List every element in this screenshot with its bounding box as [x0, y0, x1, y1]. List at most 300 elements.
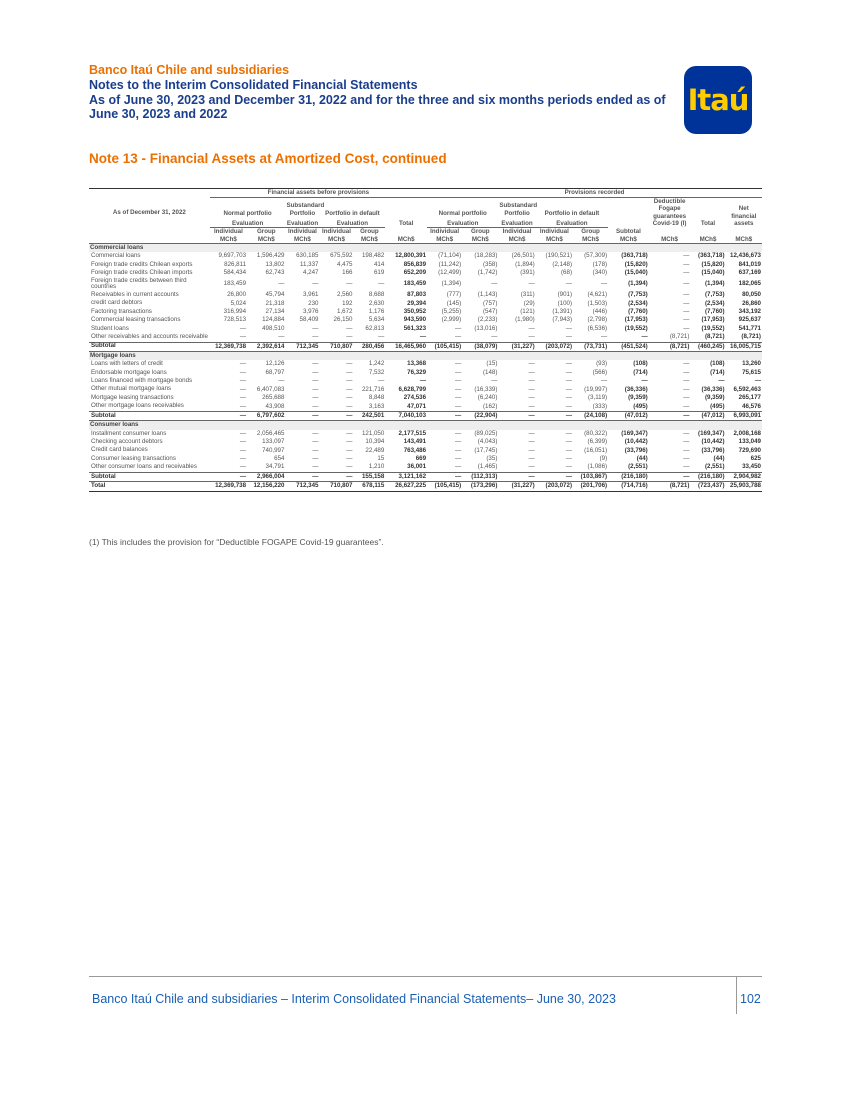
hdr-ind: Individual [322, 228, 351, 235]
cell-value: (36,336) [701, 385, 725, 393]
cell-value: (11,242) [438, 260, 462, 268]
cell-value: (363,718) [698, 252, 725, 260]
cell-value: — [536, 472, 573, 481]
cell-value: 1,672 [337, 308, 353, 316]
row-label: Subtotal [89, 411, 210, 420]
table-row [89, 291, 762, 299]
table-row [89, 261, 762, 269]
hdr-default-before: Portfolio in default [325, 209, 380, 217]
cell-value: (1,394) [628, 280, 648, 288]
cell-value: (10,442) [624, 438, 648, 446]
cell-value: 75,615 [742, 368, 761, 376]
cell-value: 710,807 [319, 342, 353, 351]
cell-value: — [683, 299, 690, 307]
cell-value: — [649, 472, 691, 481]
cell-value: 182,065 [738, 280, 761, 288]
cell-value: — [565, 402, 573, 410]
cell-value: — [683, 252, 690, 260]
row-label: Other mutual mortgage loans [91, 385, 172, 393]
cell-value: 166 [342, 269, 353, 277]
cell-value: — [312, 333, 319, 341]
row-label: Factoring transactions [91, 307, 152, 315]
cell-value: (6,240) [477, 394, 498, 402]
cell-value: — [346, 280, 353, 288]
cell-value: 133,049 [738, 438, 761, 446]
cell-value: — [565, 438, 573, 446]
cell-value: — [683, 280, 690, 288]
cell-value: (9) [599, 454, 608, 462]
hdr-deductible: Deductible Fogape guarantees Covid-19 (I) [652, 197, 687, 227]
hdr-net: Net financial assets [731, 205, 757, 227]
cell-value: — [528, 438, 535, 446]
cell-value: — [312, 394, 319, 402]
cell-value: — [528, 333, 535, 341]
cell-value: — [319, 472, 353, 481]
cell-value: 8,848 [368, 394, 385, 402]
header-line-1: Notes to the Interim Consolidated Financial Statements [89, 78, 418, 92]
cell-value: — [319, 411, 353, 420]
cell-value: — [683, 360, 690, 368]
cell-value: (112,313) [462, 472, 498, 481]
cell-value: — [454, 368, 462, 376]
cell-value: — [239, 402, 247, 410]
cell-value: (108) [633, 360, 648, 368]
section-title: Mortgage loans [89, 352, 762, 361]
cell-value: — [346, 454, 353, 462]
row-label: Mortgage leasing transactions [91, 393, 174, 401]
cell-value: 76,329 [407, 368, 427, 376]
cell-value: — [491, 280, 498, 288]
cell-value: (1,465) [477, 463, 498, 471]
cell-value: 826,811 [224, 260, 247, 268]
cell-value: (340) [592, 269, 608, 277]
cell-value: 343,192 [738, 308, 761, 316]
cell-value: (216,180) [608, 472, 649, 481]
table-row [89, 447, 762, 455]
table-row [89, 369, 762, 377]
cell-value: 13,368 [407, 360, 427, 368]
cell-value: — [312, 324, 319, 332]
cell-value: — [312, 446, 319, 454]
cell-value: — [683, 316, 690, 324]
cell-value: — [565, 280, 573, 288]
cell-value: (9,359) [704, 394, 725, 402]
cell-value: 12,156,220 [247, 482, 285, 491]
cell-value: — [346, 385, 353, 393]
cell-value: (47,012) [608, 411, 649, 420]
cell-value: (2,534) [704, 299, 725, 307]
cell-value: 22,489 [365, 446, 385, 454]
cell-value: 712,345 [285, 482, 319, 491]
cell-value: — [565, 368, 573, 376]
cell-value: 2,008,168 [733, 429, 761, 437]
cell-value: — [683, 402, 690, 410]
cell-value: — [528, 377, 535, 385]
cell-value: (15,040) [624, 269, 648, 277]
row-label: Other mortgage loans receivables [91, 402, 184, 410]
cell-value: — [683, 291, 690, 299]
cell-value: 11,337 [300, 260, 319, 268]
cell-value: (3,119) [587, 394, 608, 402]
cell-value: — [454, 324, 462, 332]
cell-value: 1,596,429 [256, 252, 285, 260]
cell-value: (8,721) [649, 342, 691, 351]
table-row [89, 308, 762, 316]
unit-header: MCh$ [661, 235, 678, 243]
cell-value: 198,482 [361, 252, 385, 260]
cell-value: (8,721) [649, 482, 691, 491]
cell-value: — [312, 360, 319, 368]
cell-value: (148) [482, 368, 498, 376]
cell-value: (6,536) [587, 324, 608, 332]
cell-value: 121,050 [361, 429, 385, 437]
cell-value: 3,976 [302, 308, 319, 316]
cell-value: 274,536 [403, 394, 427, 402]
cell-value: — [346, 394, 353, 402]
cell-value: 80,050 [742, 291, 761, 299]
cell-value: (714) [633, 368, 648, 376]
unit-header: MCh$ [582, 235, 599, 243]
unit-header: MCh$ [508, 235, 526, 243]
footnote: (1) This includes the provision for “Deductible FOGAPE Covid-19 guarantees”. [89, 537, 384, 547]
cell-value: 46,576 [742, 402, 761, 410]
cell-value: (35) [486, 454, 498, 462]
row-label: Subtotal [89, 472, 210, 481]
cell-value: 8,688 [368, 291, 385, 299]
cell-value: 654 [274, 454, 285, 462]
cell-value: — [312, 429, 319, 437]
hdr-grp: Group [256, 228, 276, 235]
cell-value: (460,245) [690, 342, 725, 351]
cell-value: 625 [750, 454, 761, 462]
cell-value: — [312, 377, 319, 385]
cell-value: (190,521) [545, 252, 573, 260]
cell-value: — [312, 368, 319, 376]
cell-value: — [346, 368, 353, 376]
cell-value: — [278, 333, 285, 341]
cell-value: 25,903,788 [726, 482, 762, 491]
cell-value: (80,322) [584, 429, 608, 437]
cell-value: 925,637 [738, 316, 761, 324]
cell-value: 2,056,465 [256, 429, 285, 437]
row-label: Endorsable mortgage loans [91, 368, 167, 376]
cell-value: 2,560 [337, 291, 353, 299]
cell-value: — [528, 360, 535, 368]
cell-value: — [683, 385, 690, 393]
cell-value: — [528, 385, 535, 393]
cell-value: — [528, 402, 535, 410]
cell-value: 36,001 [407, 463, 427, 471]
row-label: credit card debtors [91, 299, 143, 307]
cell-value: (100) [557, 299, 573, 307]
cell-value: 3,163 [368, 402, 385, 410]
cell-value: (47,012) [690, 411, 725, 420]
cell-value: (7,760) [704, 308, 725, 316]
cell-value: — [454, 394, 462, 402]
subtotal-row [89, 472, 762, 481]
header-line-3: June 30, 2023 and 2022 [89, 107, 228, 121]
section-header-row [89, 352, 762, 361]
cell-value: (1,980) [515, 316, 535, 324]
cell-value: — [378, 377, 385, 385]
row-label: Installment consumer loans [91, 429, 167, 437]
table-row [89, 300, 762, 308]
table-row [89, 438, 762, 446]
cell-value: 3,961 [302, 291, 319, 299]
table-row [89, 403, 762, 412]
cell-value: — [683, 446, 690, 454]
cell-value: — [346, 360, 353, 368]
row-label: Commercial loans [91, 252, 141, 260]
unit-header: MCh$ [397, 235, 415, 243]
cell-value: — [649, 411, 691, 420]
cell-value: 12,126 [265, 360, 285, 368]
cell-value: — [239, 368, 247, 376]
hdr-ind: Individual [430, 228, 460, 235]
cell-value: — [239, 360, 247, 368]
cell-value: — [536, 411, 573, 420]
cell-value: (777) [446, 291, 462, 299]
row-label: Foreign trade credits between third countries [91, 276, 187, 291]
cell-value: 43,908 [265, 402, 285, 410]
cell-value: 652,209 [403, 269, 427, 277]
cell-value: 561,323 [403, 324, 427, 332]
cell-value: — [419, 377, 427, 385]
cell-value: — [239, 438, 247, 446]
financial-table-wrapper [89, 188, 762, 492]
cell-value: 45,794 [265, 291, 285, 299]
cell-value: 675,592 [330, 252, 353, 260]
cell-value: — [378, 280, 385, 288]
cell-value: (495) [633, 402, 648, 410]
table-row [89, 252, 762, 260]
unit-header: MCh$ [294, 235, 311, 243]
cell-value: 183,459 [403, 280, 427, 288]
cell-value: 133,097 [262, 438, 285, 446]
cell-value: 729,690 [738, 446, 761, 454]
cell-value: — [278, 280, 285, 288]
cell-value: — [565, 360, 573, 368]
cell-value: — [528, 429, 535, 437]
hdr-eval-6: Evaluation [536, 217, 608, 227]
cell-value: (901) [557, 291, 573, 299]
as-of-header: As of December 31, 2022 [112, 208, 186, 216]
cell-value: — [285, 472, 319, 481]
cell-value: (1,394) [441, 280, 462, 288]
cell-value: (2,233) [477, 316, 498, 324]
page-number: 102 [740, 992, 761, 1006]
cell-value: — [641, 377, 648, 385]
subtotal-row [89, 342, 762, 351]
table-row [89, 269, 762, 277]
footer-text: Banco Itaú Chile and subsidiaries – Interim Consolidated Financial Statements– June 30, 2023 [92, 992, 616, 1006]
cell-value: — [346, 333, 353, 341]
cell-value: 265,177 [738, 394, 761, 402]
cell-value: (33,796) [624, 446, 648, 454]
cell-value: 33,450 [742, 463, 761, 471]
cell-value: — [683, 269, 690, 277]
cell-value: (203,072) [536, 342, 573, 351]
cell-value: — [239, 463, 247, 471]
hdr-eval-3: Evaluation [319, 217, 385, 227]
cell-value: — [454, 377, 462, 385]
cell-value: — [491, 377, 498, 385]
cell-value: (26,501) [511, 252, 535, 260]
cell-value: (203,072) [536, 482, 573, 491]
cell-value: (358) [482, 260, 498, 268]
cell-value: 7,040,103 [385, 411, 427, 420]
unit-header: MCh$ [328, 235, 345, 243]
cell-value: 68,797 [265, 368, 285, 376]
cell-value: (162) [482, 402, 498, 410]
table-row [89, 430, 762, 438]
cell-value: — [528, 463, 535, 471]
hdr-subtotal: Subtotal [616, 228, 641, 235]
cell-value: 6,797,602 [247, 411, 285, 420]
row-label: Student loans [91, 324, 129, 332]
cell-value: 242,501 [353, 411, 385, 420]
cell-value: — [683, 438, 690, 446]
cell-value: 230 [308, 299, 319, 307]
footer-divider [89, 976, 762, 977]
cell-value: — [312, 402, 319, 410]
cell-value: (31,227) [498, 482, 535, 491]
hdr-default-prov: Portfolio in default [544, 209, 600, 217]
cell-value: (29) [523, 299, 535, 307]
cell-value: (15,820) [701, 260, 725, 268]
cell-value: — [312, 438, 319, 446]
unit-header: MCh$ [545, 235, 563, 243]
cell-value: 280,456 [353, 342, 385, 351]
table-row [89, 463, 762, 472]
hdr-total-prov: Total [700, 220, 716, 227]
cell-value: — [239, 377, 247, 385]
cell-value: (31,227) [498, 342, 535, 351]
subtotal-row [89, 411, 762, 420]
cell-value: — [528, 394, 535, 402]
row-label: Checking account debtors [91, 437, 163, 445]
cell-value: (19,552) [701, 324, 725, 332]
cell-value: 16,005,715 [726, 342, 762, 351]
cell-value: (2,798) [587, 316, 608, 324]
note-title: Note 13 - Financial Assets at Amortized Cost, continued [89, 151, 447, 166]
cell-value: — [683, 308, 690, 316]
cell-value: 584,434 [223, 269, 247, 277]
cell-value: 221,716 [361, 385, 385, 393]
cell-value: 2,630 [368, 299, 385, 307]
hdr-eval-4: Evaluation [427, 217, 498, 227]
cell-value: 143,491 [403, 438, 427, 446]
cell-value: (17,953) [701, 316, 725, 324]
hdr-grp: Group [360, 228, 379, 235]
cell-value: — [528, 368, 535, 376]
cell-value: — [528, 454, 535, 462]
group-header-before: Financial assets before provisions [210, 189, 427, 198]
cell-value: (4,043) [477, 438, 498, 446]
cell-value: (391) [520, 269, 535, 277]
cell-value: — [239, 429, 247, 437]
cell-value: (93) [596, 360, 608, 368]
cell-value: — [683, 377, 690, 385]
hdr-substandard-prov: Substandard Portfolio [499, 202, 538, 217]
unit-header: MCh$ [471, 235, 489, 243]
row-label: Other consumer loans and receivables [91, 463, 197, 471]
total-row [89, 482, 762, 491]
cell-value: (9,359) [628, 394, 648, 402]
cell-value: (108) [710, 360, 725, 368]
cell-value: — [346, 377, 353, 385]
cell-value: — [683, 429, 690, 437]
cell-value: (145) [446, 299, 462, 307]
cell-value: — [346, 402, 353, 410]
cell-value: 26,800 [227, 291, 247, 299]
cell-value: — [312, 454, 319, 462]
cell-value: 316,994 [223, 308, 247, 316]
cell-value: (16,051) [584, 446, 608, 454]
cell-value: — [565, 324, 573, 332]
cell-value: — [498, 411, 535, 420]
row-label: Foreign trade credits Chilean exports [91, 260, 193, 268]
cell-value: 5,634 [368, 316, 385, 324]
cell-value: (8,721) [669, 333, 690, 341]
cell-value: (18,283) [474, 252, 498, 260]
unit-header: MCh$ [257, 235, 275, 243]
cell-value: 6,628,799 [398, 385, 427, 393]
cell-value: 34,791 [265, 463, 285, 471]
financial-assets-table [89, 188, 762, 492]
company-name: Banco Itaú Chile and subsidiaries [89, 63, 290, 77]
cell-value: 350,952 [403, 308, 427, 316]
cell-value: — [239, 324, 247, 332]
cell-value: (2,999) [441, 316, 462, 324]
cell-value: 541,771 [738, 324, 761, 332]
cell-value: — [565, 394, 573, 402]
cell-value: 1,176 [368, 308, 385, 316]
cell-value: (495) [710, 402, 725, 410]
cell-value: (33,796) [701, 446, 725, 454]
cell-value: — [419, 333, 427, 341]
cell-value: (103,867) [573, 472, 608, 481]
cell-value: — [600, 377, 608, 385]
cell-value: (19,552) [624, 324, 648, 332]
cell-value: (12,499) [438, 269, 462, 277]
cell-value: — [454, 385, 462, 393]
cell-value: (7,760) [628, 308, 648, 316]
cell-value: — [239, 394, 247, 402]
unit-header: MCh$ [620, 235, 637, 243]
cell-value: 2,904,982 [726, 472, 762, 481]
cell-value: — [528, 280, 535, 288]
cell-value: — [239, 454, 247, 462]
cell-value: 710,807 [319, 482, 353, 491]
cell-value: — [346, 429, 353, 437]
cell-value: (547) [482, 308, 498, 316]
cell-value: (1,143) [477, 291, 498, 299]
cell-value: (714) [710, 368, 725, 376]
cell-value: 414 [373, 260, 385, 268]
unit-header: MCh$ [699, 235, 717, 243]
cell-value: 856,839 [403, 260, 427, 268]
cell-value: 9,697,703 [218, 252, 247, 260]
cell-value: — [491, 333, 498, 341]
cell-value: (105,415) [427, 482, 462, 491]
cell-value: — [683, 454, 690, 462]
cell-value: 13,802 [265, 260, 285, 268]
cell-value: — [565, 333, 573, 341]
cell-value: 6,993,091 [726, 411, 762, 420]
cell-value: — [718, 377, 725, 385]
cell-value: 6,407,083 [256, 385, 285, 393]
